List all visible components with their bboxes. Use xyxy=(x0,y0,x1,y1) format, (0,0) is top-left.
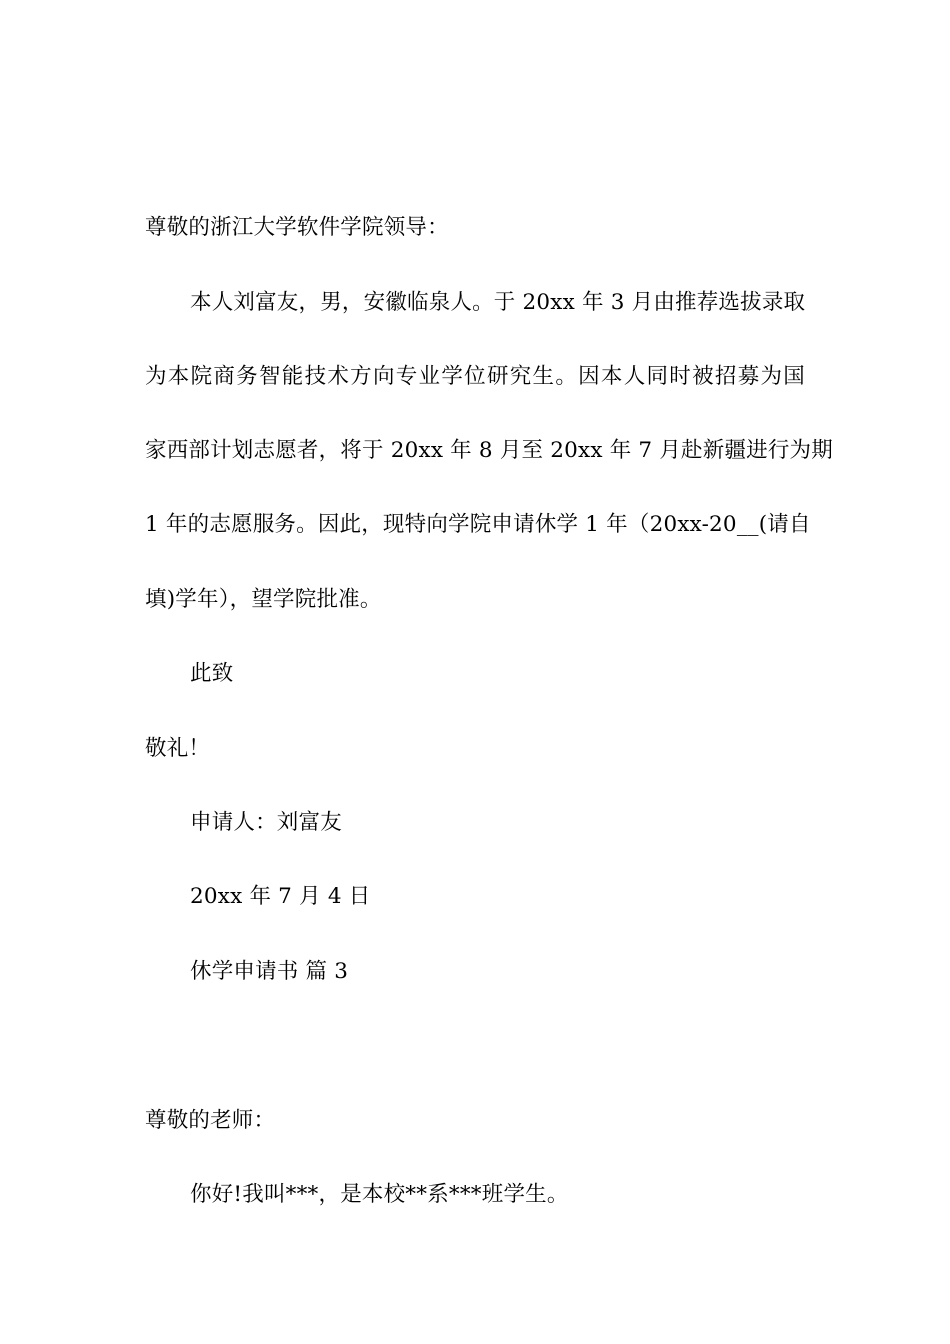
letter1-body-line-4: 1 年的志愿服务。因此，现特向学院申请休学 1 年（20xx-20__(请自 xyxy=(145,512,811,537)
letter1-closing-salute: 敬礼！ xyxy=(145,736,211,761)
letter1-closing-respectfully: 此致 xyxy=(190,661,234,686)
section-heading: 休学申请书 篇 3 xyxy=(190,959,349,984)
letter1-salutation: 尊敬的浙江大学软件学院领导： xyxy=(145,215,449,240)
letter1-body-line-5: 填)学年），望学院批准。 xyxy=(145,587,382,612)
letter2-salutation: 尊敬的老师： xyxy=(145,1108,276,1133)
letter1-body-line-2: 为本院商务智能技术方向专业学位研究生。因本人同时被招募为国 xyxy=(145,364,805,389)
letter1-date: 20xx 年 7 月 4 日 xyxy=(190,884,371,909)
letter2-first-line: 你好!我叫***，是本校**系***班学生。 xyxy=(190,1182,569,1207)
letter1-applicant: 申请人：刘富友 xyxy=(190,810,342,835)
letter1-body-line-3: 家西部计划志愿者，将于 20xx 年 8 月至 20xx 年 7 月赴新疆进行为期 xyxy=(145,438,833,463)
letter1-body-line-1: 本人刘富友，男，安徽临泉人。于 20xx 年 3 月由推荐选拔录取 xyxy=(190,290,806,315)
